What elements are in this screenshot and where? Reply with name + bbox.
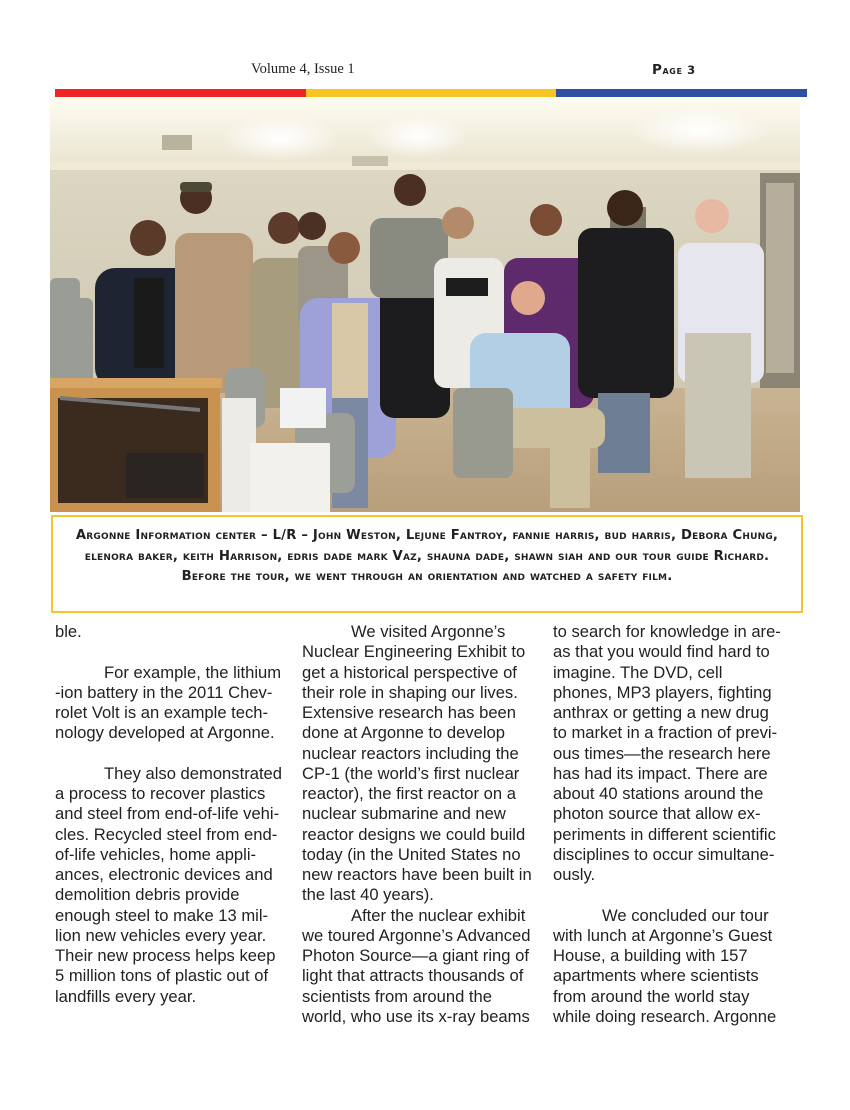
text-line: ble. <box>55 622 82 641</box>
text-line: rolet Volt is an example tech- <box>55 703 269 722</box>
ceiling-light <box>630 106 770 154</box>
text-line: we toured Argonne’s Advanced <box>302 925 531 945</box>
article-column-1 <box>55 622 295 1007</box>
text-line: enough steel to make 13 mil- <box>55 905 269 925</box>
text-line: the last 40 years). <box>302 885 434 905</box>
group-photo-illustration <box>50 98 800 512</box>
photo-caption: Argonne Information center – L/R – John Weston, Lejune Fantroy, fannie harris, bud harris, Debora Chung, elenora baker, keith Harrison, edris dade mark Vaz, shauna dade, shawn siah and our tour guide Richard. Before the tour, we went through an orientation and watched a safety film. <box>75 528 779 584</box>
text-line: apartments where scientists <box>553 966 759 986</box>
text-line: Photon Source—a giant ring of <box>302 946 529 965</box>
text-line: photon source that allow ex- <box>553 804 761 824</box>
paragraph-gap <box>553 885 805 905</box>
text-line: with lunch at Argonne’s Guest <box>553 925 773 945</box>
text-line: disciplines to occur simultane- <box>553 844 775 864</box>
text-line: and steel from end-of-life vehi- <box>55 804 280 824</box>
text-line: -ion battery in the 2011 Chev- <box>55 682 273 702</box>
text-line: phones, MP3 players, fighting <box>553 682 772 702</box>
paragraph-gap <box>55 744 295 764</box>
podium <box>50 378 222 512</box>
text-line: We visited Argonne’s <box>351 622 506 641</box>
program-booklet <box>280 388 326 428</box>
article-column-3 <box>553 622 805 1027</box>
text-line: has had its impact. There are <box>553 763 768 783</box>
text-line: as that you would find hard to <box>553 642 770 662</box>
text-line: of-life vehicles, home appli- <box>55 844 257 864</box>
paragraph-gap <box>55 642 295 662</box>
ceiling-light <box>368 114 468 158</box>
text-line: 5 million tons of plastic out of <box>55 966 269 986</box>
text-line: done at Argonne to develop <box>302 723 505 743</box>
vent <box>162 135 192 150</box>
text-line: scientists from around the <box>302 986 492 1006</box>
text-line: Nuclear Engineering Exhibit to <box>302 642 526 662</box>
page-label-initial: P <box>652 62 663 78</box>
exit-sign <box>352 156 388 166</box>
page-number <box>652 62 696 78</box>
text-line: ances, electronic devices and <box>55 865 273 884</box>
pedestal <box>250 443 330 512</box>
text-line: lion new vehicles every year. <box>55 925 267 945</box>
text-line: new reactors have been built in <box>302 865 532 884</box>
text-line: reactor designs we could build <box>302 824 526 844</box>
text-line: imagine. The DVD, cell <box>553 662 723 682</box>
ceiling-light <box>220 114 340 162</box>
text-line: For example, the lithium <box>104 662 282 682</box>
text-line: world, who use its x-ray beams <box>302 1006 530 1026</box>
ceiling-ledge <box>50 162 800 170</box>
text-line: ous times—the research here <box>553 743 771 763</box>
text-line: a process to recover plastics <box>55 784 266 803</box>
text-line: We concluded our tour <box>602 905 769 925</box>
text-line: from around the world stay <box>553 986 750 1006</box>
text-line: Extensive research has been <box>302 703 517 722</box>
text-line: After the nuclear exhibit <box>351 905 526 925</box>
text-line: their role in shaping our lives. <box>302 682 518 702</box>
group-photo <box>50 98 800 512</box>
color-divider-bar <box>55 89 807 97</box>
text-line: House, a building with 157 <box>553 946 748 965</box>
article-column-2 <box>302 622 550 1027</box>
photo-caption-box <box>51 515 803 613</box>
text-line: They also demonstrated <box>104 763 283 783</box>
text-line: nuclear reactors including the <box>302 743 519 763</box>
color-bar-yellow <box>306 89 557 97</box>
text-line: light that attracts thousands of <box>302 966 524 986</box>
page-label-rest: age 3 <box>662 63 696 77</box>
color-bar-red <box>55 89 306 97</box>
text-line: CP-1 (the world’s first nuclear <box>302 763 520 783</box>
text-line: demolition debris provide <box>55 885 240 905</box>
text-line: nology developed at Argonne. <box>55 723 275 743</box>
text-line: while doing research. Argonne <box>553 1006 777 1026</box>
text-line: cles. Recycled steel from end- <box>55 824 278 844</box>
text-line: ously. <box>553 865 596 884</box>
text-line: landfills every year. <box>55 986 197 1006</box>
text-line: nuclear submarine and new <box>302 804 506 824</box>
color-bar-blue <box>556 89 807 97</box>
issue-label: Volume 4, Issue 1 <box>251 61 355 77</box>
text-line: Their new process helps keep <box>55 946 276 965</box>
text-line: reactor), the first reactor on a <box>302 784 516 803</box>
text-line: anthrax or getting a new drug <box>553 703 769 722</box>
text-line: to search for knowledge in are- <box>553 622 781 641</box>
text-line: periments in different scientific <box>553 824 776 844</box>
text-line: today (in the United States no <box>302 844 521 864</box>
text-line: to market in a fraction of previ- <box>553 723 778 743</box>
text-line: get a historical perspective of <box>302 662 517 682</box>
text-line: about 40 stations around the <box>553 784 764 803</box>
